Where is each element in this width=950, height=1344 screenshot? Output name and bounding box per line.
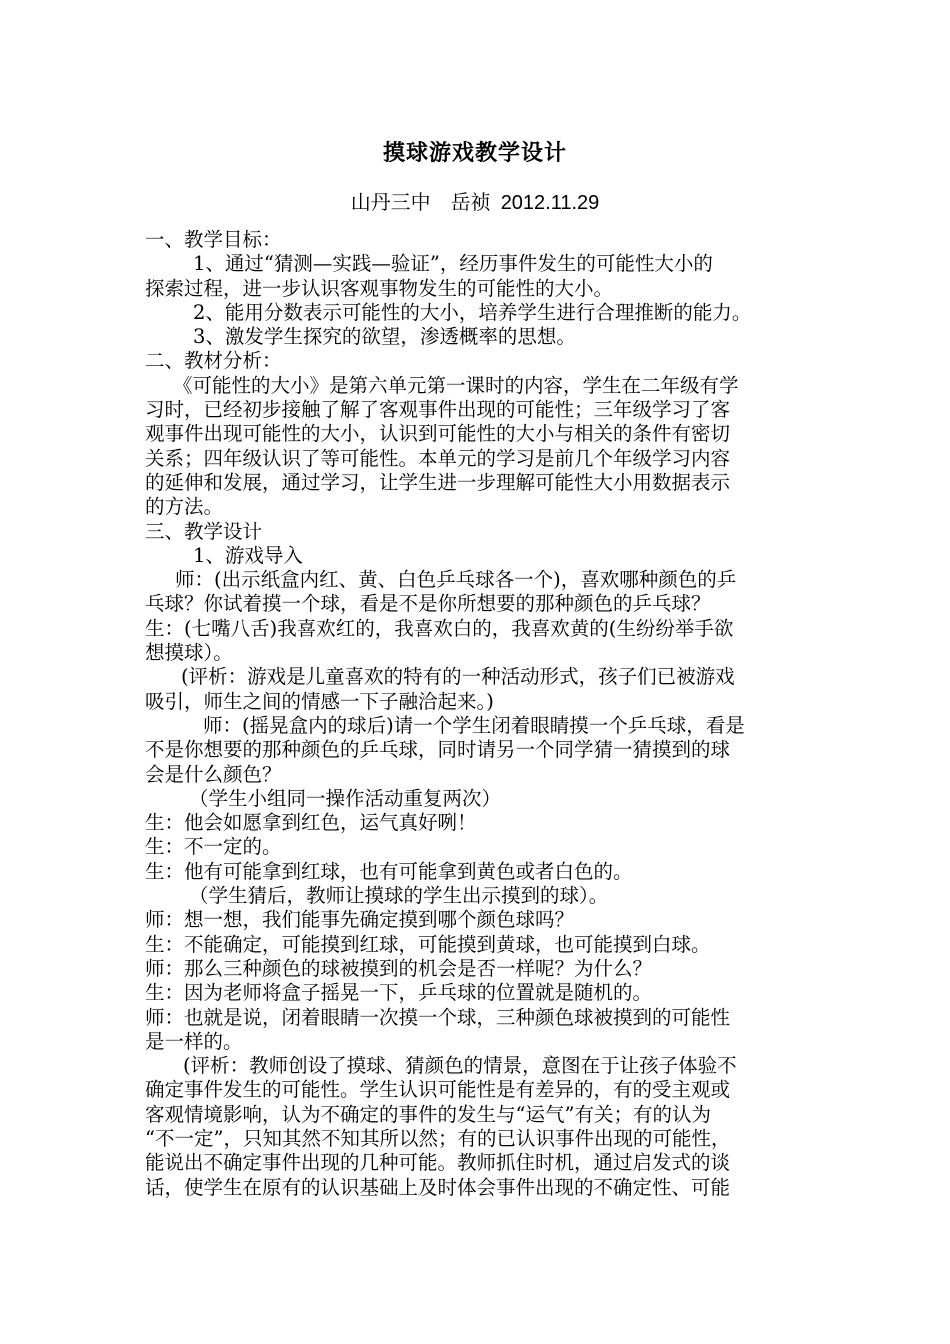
text-line: 生：不能确定，可能摸到红球，可能摸到黄球，也可能摸到白球。 bbox=[145, 932, 711, 956]
text-line: 是一样的。 bbox=[145, 1029, 243, 1053]
text-line: 生：(七嘴八舌)我喜欢红的，我喜欢白的，我喜欢黄的(生纷纷举手欲 bbox=[145, 616, 734, 640]
text-line: 观事件出现可能性的大小，认识到可能性的大小与相关的条件有密切 bbox=[145, 422, 731, 446]
text-line: 会是什么颜色？ bbox=[145, 762, 282, 786]
text-line: 的延伸和发展，通过学习，让学生进一步理解可能性大小用数据表示 bbox=[145, 470, 731, 494]
text-line: 生：他有可能拿到红球，也有可能拿到黄色或者白色的。 bbox=[145, 859, 633, 883]
text-line: (评析：教师创设了摸球、猜颜色的情景，意图在于让孩子体验不 bbox=[183, 1054, 737, 1078]
text-line: 生：因为老师将盒子摇晃一下，乒乓球的位置就是随机的。 bbox=[145, 981, 653, 1005]
text-line: 2、能用分数表示可能性的大小，培养学生进行合理推断的能力。 bbox=[193, 300, 752, 324]
text-line: （学生小组同一操作活动重复两次） bbox=[189, 786, 502, 810]
text-line: （学生猜后，教师让摸球的学生出示摸到的球）。 bbox=[189, 884, 609, 908]
text-line: 习时，已经初步接触了解了客观事件出现的可能性；三年级学习了客 bbox=[145, 398, 731, 422]
text-line: 关系；四年级认识了等可能性。本单元的学习是前几个年级学习内容 bbox=[145, 446, 731, 470]
text-line: 乓球？你试着摸一个球，看是不是你所想要的那种颜色的乒乓球？ bbox=[145, 592, 711, 616]
author-byline bbox=[0, 186, 950, 215]
text-line: 探索过程，进一步认识客观事物发生的可能性的大小。 bbox=[145, 276, 614, 300]
text-line: 想摸球）。 bbox=[145, 641, 233, 665]
text-line: 1、通过“猜测—实践—验证”，经历事件发生的可能性大小的 bbox=[193, 252, 713, 276]
text-line: 二、教材分析： bbox=[145, 349, 282, 373]
text-line: 确定事件发生的可能性。学生认识可能性是有差异的，有的受主观或 bbox=[145, 1078, 731, 1102]
text-line: 能说出不确定事件出现的几种可能。教师抓住时机，通过启发式的谈 bbox=[145, 1151, 731, 1175]
text-line: 3、激发学生探究的欲望，渗透概率的思想。 bbox=[193, 325, 576, 349]
text-line: 客观情境影响，认为不确定的事件的发生与“运气”有关；有的认为 bbox=[145, 1102, 711, 1126]
author-name: 山丹三中 岳祯 bbox=[350, 190, 491, 214]
text-line: 一、教学目标： bbox=[145, 228, 282, 251]
text-line: 的方法。 bbox=[145, 495, 224, 519]
text-line: 吸引，师生之间的情感一下子融洽起来。) bbox=[145, 689, 494, 713]
text-line: 师：(摇晃盒内的球后)请一个学生闭着眼睛摸一个乒乓球，看是 bbox=[203, 713, 745, 737]
document-date: 2012.11.29 bbox=[500, 192, 600, 214]
text-line: 《可能性的大小》是第六单元第一课时的内容，学生在二年级有学 bbox=[173, 373, 739, 397]
document-body bbox=[145, 228, 809, 1200]
text-line: 师：也就是说，闭着眼睛一次摸一个球，三种颜色球被摸到的可能性 bbox=[145, 1005, 731, 1029]
text-line: 不是你想要的那种颜色的乒乓球，同时请另一个同学猜一猜摸到的球 bbox=[145, 738, 731, 762]
text-line: 话，使学生在原有的认识基础上及时体会事件出现的不确定性、可能 bbox=[145, 1175, 731, 1199]
text-line: 师：那么三种颜色的球被摸到的机会是否一样呢？为什么？ bbox=[145, 956, 653, 980]
text-line: 1、游戏导入 bbox=[193, 543, 303, 567]
text-line: 师：想一想，我们能事先确定摸到哪个颜色球吗？ bbox=[145, 908, 575, 932]
text-line: 生：不一定的。 bbox=[145, 835, 282, 859]
text-line: 三、教学设计 bbox=[145, 519, 263, 543]
document-title: 摸球游戏教学设计 bbox=[382, 140, 567, 166]
text-line: “不一定”，只知其然不知其所以然；有的已认识事件出现的可能性， bbox=[145, 1126, 731, 1150]
text-line: 生：他会如愿拿到红色，运气真好咧！ bbox=[145, 811, 477, 835]
text-line: 师：(出示纸盒内红、黄、白色乒乓球各一个)，喜欢哪种颜色的乒 bbox=[175, 568, 737, 592]
text-line: (评析：游戏是儿童喜欢的特有的一种活动形式，孩子们已被游戏 bbox=[181, 665, 735, 689]
